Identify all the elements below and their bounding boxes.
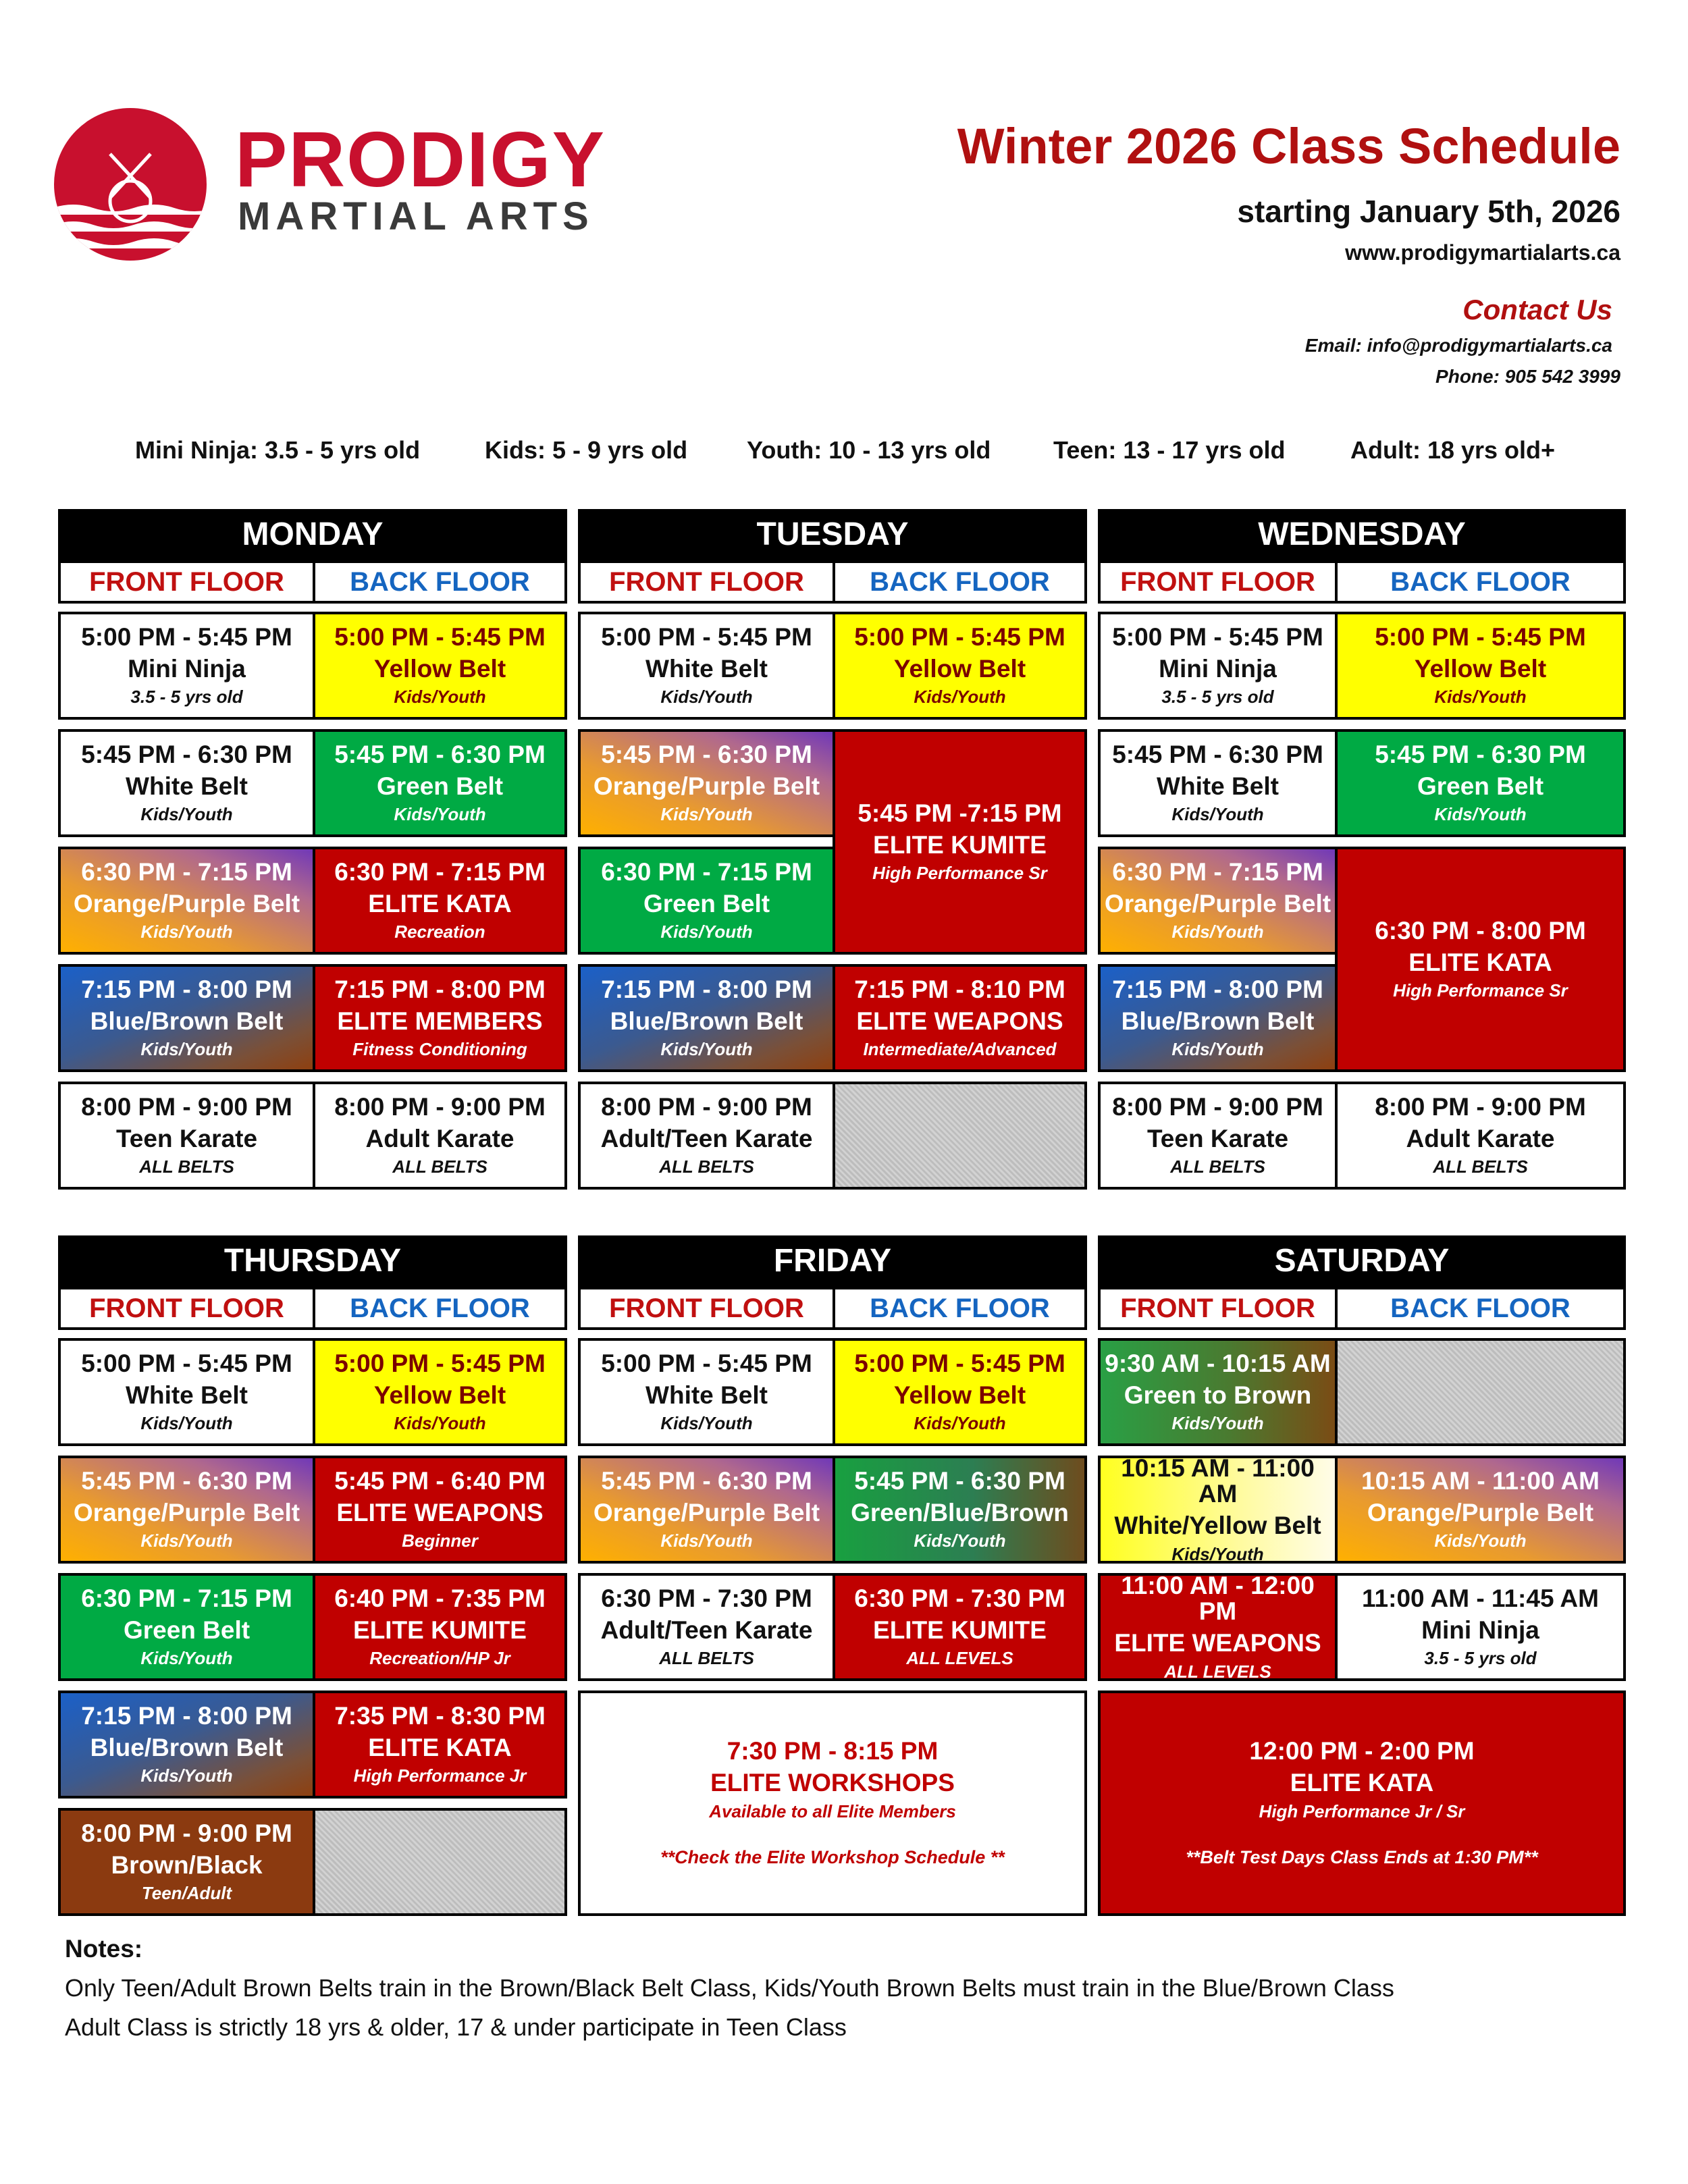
class-time: 6:40 PM - 7:35 PM	[334, 1584, 546, 1612]
class-name: Green Belt	[376, 772, 504, 800]
class-time: 5:45 PM - 6:30 PM	[81, 1467, 292, 1495]
class-slot-wednesday-white-belt	[1098, 729, 1338, 837]
class-slot-wednesday-green-belt	[1335, 729, 1626, 837]
class-name: ELITE WEAPONS	[1114, 1629, 1321, 1657]
back-floor-label: BACK FLOOR	[313, 560, 567, 604]
class-level: Teen/Adult	[141, 1883, 232, 1904]
class-name: Yellow Belt	[893, 654, 1026, 683]
class-name: ELITE KATA	[368, 889, 512, 917]
class-level: Kids/Youth	[1171, 1413, 1264, 1434]
class-name: ELITE WORKSHOPS	[710, 1769, 955, 1796]
class-time: 5:45 PM - 6:30 PM	[1112, 741, 1323, 768]
class-slot-monday-mini-ninja	[58, 612, 315, 720]
class-name: White Belt	[645, 654, 768, 683]
class-level: ALL BELTS	[1433, 1156, 1528, 1177]
class-slot-tuesday-elite-weapons	[833, 964, 1087, 1072]
class-slot-thursday-brown-black	[58, 1808, 315, 1916]
class-level: Kids/Youth	[1171, 922, 1264, 942]
class-time: 8:00 PM - 9:00 PM	[81, 1819, 292, 1847]
class-slot-tuesday-elite-kumite	[833, 729, 1087, 955]
contact-email[interactable]: Email: info@prodigymartialarts.ca	[1304, 335, 1612, 356]
class-slot-thursday-blue-brown-belt	[58, 1690, 315, 1799]
class-level: ALL BELTS	[659, 1648, 754, 1669]
class-level: Fitness Conditioning	[352, 1039, 527, 1060]
class-name: Orange/Purple Belt	[593, 772, 820, 800]
class-time: 5:00 PM - 5:45 PM	[334, 1350, 546, 1377]
class-level: 3.5 - 5 yrs old	[1161, 687, 1274, 708]
class-name: White/Yellow Belt	[1114, 1512, 1321, 1540]
class-time: 7:15 PM - 8:00 PM	[81, 976, 292, 1003]
class-name: Blue/Brown Belt	[1121, 1007, 1315, 1035]
class-time: 7:15 PM - 8:00 PM	[1112, 976, 1323, 1003]
class-time: 6:30 PM - 7:30 PM	[601, 1584, 812, 1612]
class-name: White Belt	[1157, 772, 1279, 800]
class-slot-friday-elite-kumite	[833, 1573, 1087, 1681]
class-level: Kids/Youth	[1171, 1543, 1264, 1564]
class-time: 5:00 PM - 5:45 PM	[81, 623, 292, 651]
class-slot-monday-green-belt	[313, 729, 567, 837]
class-time: 8:00 PM - 9:00 PM	[334, 1093, 546, 1121]
class-time: 6:30 PM - 8:00 PM	[1375, 917, 1586, 944]
class-name: Orange/Purple Belt	[73, 1498, 300, 1526]
class-slot-tuesday-orange-purple-belt	[578, 729, 835, 837]
class-slot-tuesday-yellow-belt	[833, 612, 1087, 720]
class-slot-wednesday-orange-purple-belt	[1098, 847, 1338, 955]
class-slot-thursday-elite-weapons	[313, 1456, 567, 1564]
day-header-wednesday: WEDNESDAY	[1098, 509, 1626, 560]
class-level: Kids/Youth	[1171, 1039, 1264, 1060]
class-name: Orange/Purple Belt	[593, 1498, 820, 1526]
class-name: ELITE WEAPONS	[336, 1498, 544, 1526]
class-slot-friday-yellow-belt	[833, 1338, 1087, 1446]
class-slot-wednesday-yellow-belt	[1335, 612, 1626, 720]
class-time: 5:45 PM - 6:30 PM	[334, 741, 546, 768]
class-level: Kids/Youth	[140, 1039, 233, 1060]
class-slot-tuesday-adult-teen-karate	[578, 1082, 835, 1190]
day-header-thursday: THURSDAY	[58, 1235, 567, 1287]
day-header-friday: FRIDAY	[578, 1235, 1087, 1287]
class-name: Blue/Brown Belt	[90, 1007, 284, 1035]
class-name: ELITE KATA	[1290, 1769, 1434, 1796]
class-name: Blue/Brown Belt	[610, 1007, 803, 1035]
class-slot-wednesday-adult-karate	[1335, 1082, 1626, 1190]
note-line: Adult Class is strictly 18 yrs & older, 17 & under participate in Teen Class	[65, 2013, 847, 2041]
class-slot-monday-elite-kata	[313, 847, 567, 955]
front-floor-label: FRONT FLOOR	[578, 560, 835, 604]
class-level: Kids/Youth	[660, 922, 753, 942]
class-time: 7:35 PM - 8:30 PM	[334, 1702, 546, 1730]
class-time: 12:00 PM - 2:00 PM	[1249, 1737, 1475, 1765]
class-slot-friday-green-blue-brown	[833, 1456, 1087, 1564]
class-slot-friday-adult-teen-karate	[578, 1573, 835, 1681]
class-time: 5:45 PM - 6:30 PM	[1375, 741, 1586, 768]
class-time: 8:00 PM - 9:00 PM	[1112, 1093, 1323, 1121]
front-floor-label: FRONT FLOOR	[58, 1287, 315, 1330]
age-youth: Youth: 10 - 13 yrs old	[747, 436, 991, 464]
class-slot-monday-yellow-belt	[313, 612, 567, 720]
class-level: High Performance Sr	[1393, 980, 1568, 1001]
empty-slot	[833, 1082, 1087, 1190]
class-time: 7:30 PM - 8:15 PM	[727, 1737, 939, 1765]
front-floor-label: FRONT FLOOR	[578, 1287, 835, 1330]
class-slot-monday-teen-karate	[58, 1082, 315, 1190]
class-time: 5:00 PM - 5:45 PM	[334, 623, 546, 651]
class-name: Adult/Teen Karate	[600, 1616, 813, 1644]
class-level: Kids/Youth	[660, 1039, 753, 1060]
class-time: 6:30 PM - 7:15 PM	[81, 858, 292, 886]
class-level: Kids/Youth	[140, 1530, 233, 1551]
class-name: ELITE KUMITE	[353, 1616, 527, 1644]
class-slot-monday-white-belt	[58, 729, 315, 837]
class-level: Available to all Elite Members	[709, 1801, 956, 1821]
class-level: Kids/Youth	[394, 687, 486, 708]
class-level: Kids/Youth	[140, 804, 233, 825]
class-slot-saturday-elite-kata	[1098, 1690, 1626, 1916]
class-time: 5:00 PM - 5:45 PM	[81, 1350, 292, 1377]
class-time: 5:00 PM - 5:45 PM	[601, 623, 812, 651]
class-time: 11:00 AM - 12:00 PM	[1121, 1571, 1315, 1626]
class-time: 5:45 PM - 6:40 PM	[334, 1467, 546, 1495]
class-name: ELITE WEAPONS	[856, 1007, 1063, 1035]
class-name: Teen Karate	[1146, 1124, 1289, 1152]
class-time: 6:30 PM - 7:15 PM	[601, 858, 812, 886]
class-time: 8:00 PM - 9:00 PM	[81, 1093, 292, 1121]
class-time: 7:15 PM - 8:00 PM	[601, 976, 812, 1003]
class-time: 5:45 PM -7:15 PM	[858, 799, 1062, 827]
front-floor-label: FRONT FLOOR	[1098, 560, 1338, 604]
front-floor-label: FRONT FLOOR	[1098, 1287, 1338, 1330]
class-slot-friday-white-belt	[578, 1338, 835, 1446]
class-level: Kids/Youth	[140, 922, 233, 942]
class-time: 8:00 PM - 9:00 PM	[601, 1093, 812, 1121]
class-level: Kids/Youth	[914, 1413, 1006, 1434]
class-time: 7:15 PM - 8:00 PM	[81, 1702, 292, 1730]
class-slot-thursday-elite-kata	[313, 1690, 567, 1799]
prodigy-logo-icon	[53, 107, 208, 262]
class-slot-thursday-orange-purple-belt	[58, 1456, 315, 1564]
class-level: ALL LEVELS	[1164, 1661, 1271, 1682]
class-level: Beginner	[402, 1530, 478, 1551]
note-line: Only Teen/Adult Brown Belts train in the Brown/Black Belt Class, Kids/Youth Brown Belts must train in the Blue/Brown Class	[65, 1974, 1394, 2002]
class-time: 6:30 PM - 7:15 PM	[81, 1584, 292, 1612]
class-time: 6:30 PM - 7:30 PM	[854, 1584, 1065, 1612]
class-name: Mini Ninja	[1159, 654, 1277, 683]
class-level: Recreation	[394, 922, 485, 942]
class-name: Adult Karate	[1406, 1124, 1555, 1152]
class-level: High Performance Jr	[353, 1765, 527, 1786]
class-slot-tuesday-green-belt	[578, 847, 835, 955]
class-level: Kids/Youth	[1434, 1530, 1527, 1551]
class-level: Kids/Youth	[660, 804, 753, 825]
class-name: Mini Ninja	[128, 654, 246, 683]
class-slot-thursday-green-belt	[58, 1573, 315, 1681]
class-level: Kids/Youth	[394, 804, 486, 825]
class-name: White Belt	[645, 1381, 768, 1409]
class-slot-tuesday-blue-brown-belt	[578, 964, 835, 1072]
class-level: Kids/Youth	[1171, 804, 1264, 825]
class-slot-thursday-white-belt	[58, 1338, 315, 1446]
class-name: Yellow Belt	[373, 654, 506, 683]
class-time: 5:45 PM - 6:30 PM	[81, 741, 292, 768]
class-slot-wednesday-blue-brown-belt	[1098, 964, 1338, 1072]
class-slot-wednesday-elite-kata	[1335, 847, 1626, 1072]
class-slot-friday-elite-workshops	[578, 1690, 1087, 1916]
brand-name: PRODIGY	[235, 115, 606, 203]
day-header-monday: MONDAY	[58, 509, 567, 560]
brand-tagline: MARTIAL ARTS	[238, 194, 594, 238]
contact-heading: Contact Us	[1462, 294, 1612, 325]
class-name: Green Belt	[123, 1616, 250, 1644]
age-teen: Teen: 13 - 17 yrs old	[1053, 436, 1286, 464]
class-time: 5:45 PM - 6:30 PM	[601, 1467, 812, 1495]
class-slot-wednesday-teen-karate	[1098, 1082, 1338, 1190]
class-time: 5:00 PM - 5:45 PM	[854, 623, 1065, 651]
class-level: ALL LEVELS	[906, 1648, 1013, 1669]
class-name: Blue/Brown Belt	[90, 1733, 284, 1761]
class-name: ELITE KATA	[368, 1733, 512, 1761]
class-level: High Performance Jr / Sr	[1259, 1801, 1465, 1821]
class-level: ALL BELTS	[139, 1156, 234, 1177]
class-time: 9:30 AM - 10:15 AM	[1105, 1350, 1331, 1377]
class-time: 8:00 PM - 9:00 PM	[1375, 1093, 1586, 1121]
class-name: Orange/Purple Belt	[1104, 889, 1331, 917]
class-slot-monday-elite-members	[313, 964, 567, 1072]
age-kids: Kids: 5 - 9 yrs old	[485, 436, 688, 464]
class-name: White Belt	[126, 772, 248, 800]
class-level: ALL BELTS	[1170, 1156, 1265, 1177]
class-slot-saturday-elite-weapons	[1098, 1573, 1338, 1681]
class-level: Kids/Youth	[1434, 804, 1527, 825]
class-level: Kids/Youth	[914, 1530, 1006, 1551]
back-floor-label: BACK FLOOR	[833, 1287, 1087, 1330]
day-header-tuesday: TUESDAY	[578, 509, 1087, 560]
class-name: Adult Karate	[365, 1124, 515, 1152]
class-level: ALL BELTS	[659, 1156, 754, 1177]
class-name: Yellow Belt	[373, 1381, 506, 1409]
class-time: 6:30 PM - 7:15 PM	[334, 858, 546, 886]
class-slot-saturday-mini-ninja	[1335, 1573, 1626, 1681]
class-level: Recreation/HP Jr	[369, 1648, 510, 1669]
back-floor-label: BACK FLOOR	[1335, 1287, 1626, 1330]
website-link[interactable]: www.prodigymartialarts.ca	[1345, 240, 1620, 265]
class-name: ELITE KATA	[1408, 948, 1552, 976]
class-slot-monday-orange-purple-belt	[58, 847, 315, 955]
class-slot-thursday-elite-kumite	[313, 1573, 567, 1681]
empty-slot	[313, 1808, 567, 1916]
class-level: Kids/Youth	[140, 1765, 233, 1786]
class-level: Kids/Youth	[660, 1530, 753, 1551]
class-slot-saturday-white-yellow-belt	[1098, 1456, 1338, 1564]
class-name: Orange/Purple Belt	[73, 889, 300, 917]
class-slot-monday-blue-brown-belt	[58, 964, 315, 1072]
class-name: Yellow Belt	[893, 1381, 1026, 1409]
class-level: 3.5 - 5 yrs old	[130, 687, 243, 708]
class-time: 5:45 PM - 6:30 PM	[854, 1467, 1065, 1495]
class-name: Orange/Purple Belt	[1367, 1498, 1594, 1526]
class-name: Green Belt	[643, 889, 770, 917]
day-header-saturday: SATURDAY	[1098, 1235, 1626, 1287]
class-name: Teen Karate	[115, 1124, 258, 1152]
class-name: ELITE MEMBERS	[337, 1007, 543, 1035]
age-mini-ninja: Mini Ninja: 3.5 - 5 yrs old	[135, 436, 421, 464]
class-slot-wednesday-mini-ninja	[1098, 612, 1338, 720]
contact-phone: Phone: 905 542 3999	[1435, 366, 1620, 387]
class-slot-tuesday-white-belt	[578, 612, 835, 720]
class-time: 10:15 AM - 11:00 AM	[1121, 1454, 1315, 1508]
class-name: ELITE KUMITE	[873, 1616, 1047, 1644]
class-level: Intermediate/Advanced	[863, 1039, 1057, 1060]
class-time: 5:00 PM - 5:45 PM	[1112, 623, 1323, 651]
class-slot-monday-adult-karate	[313, 1082, 567, 1190]
page-title: Winter 2026 Class Schedule	[957, 118, 1620, 174]
class-time: 11:00 AM - 11:45 AM	[1362, 1584, 1599, 1612]
back-floor-label: BACK FLOOR	[1335, 560, 1626, 604]
class-time: 5:00 PM - 5:45 PM	[601, 1350, 812, 1377]
class-time: 5:45 PM - 6:30 PM	[601, 741, 812, 768]
class-level: Kids/Youth	[1434, 687, 1527, 708]
class-name: Brown/Black	[111, 1850, 263, 1879]
class-name: Yellow Belt	[1414, 654, 1547, 683]
front-floor-label: FRONT FLOOR	[58, 560, 315, 604]
class-slot-thursday-yellow-belt	[313, 1338, 567, 1446]
class-slot-friday-orange-purple-belt	[578, 1456, 835, 1564]
age-adult: Adult: 18 yrs old+	[1350, 436, 1556, 464]
back-floor-label: BACK FLOOR	[833, 560, 1087, 604]
class-slot-saturday-green-to-brown	[1098, 1338, 1338, 1446]
class-level: Kids/Youth	[660, 1413, 753, 1434]
class-time: 5:00 PM - 5:45 PM	[1375, 623, 1586, 651]
class-level: Kids/Youth	[140, 1648, 233, 1669]
class-name: Green to Brown	[1124, 1381, 1312, 1409]
class-level: High Performance Sr	[872, 863, 1047, 884]
class-name: ELITE KUMITE	[873, 830, 1047, 859]
class-level: Kids/Youth	[140, 1413, 233, 1434]
class-level: Kids/Youth	[394, 1413, 486, 1434]
back-floor-label: BACK FLOOR	[313, 1287, 567, 1330]
class-name: White Belt	[126, 1381, 248, 1409]
class-level: 3.5 - 5 yrs old	[1424, 1648, 1537, 1669]
class-slot-saturday-orange-purple-belt	[1335, 1456, 1626, 1564]
notes-heading: Notes:	[65, 1935, 143, 1963]
class-level: Kids/Youth	[660, 687, 753, 708]
class-name: Green Belt	[1417, 772, 1544, 800]
class-time: 5:00 PM - 5:45 PM	[854, 1350, 1065, 1377]
class-note: **Belt Test Days Class Ends at 1:30 PM**	[1186, 1847, 1538, 1868]
class-name: Mini Ninja	[1421, 1616, 1539, 1644]
class-note: **Check the Elite Workshop Schedule **	[660, 1847, 1005, 1868]
class-name: Adult/Teen Karate	[600, 1124, 813, 1152]
empty-slot	[1335, 1338, 1626, 1446]
class-name: Green/Blue/Brown	[851, 1498, 1069, 1526]
class-level: Kids/Youth	[914, 687, 1006, 708]
start-date: starting January 5th, 2026	[1237, 194, 1620, 229]
class-level: ALL BELTS	[392, 1156, 487, 1177]
class-time: 7:15 PM - 8:10 PM	[854, 976, 1065, 1003]
class-time: 7:15 PM - 8:00 PM	[334, 976, 546, 1003]
class-time: 10:15 AM - 11:00 AM	[1361, 1467, 1600, 1495]
class-time: 6:30 PM - 7:15 PM	[1112, 858, 1323, 886]
